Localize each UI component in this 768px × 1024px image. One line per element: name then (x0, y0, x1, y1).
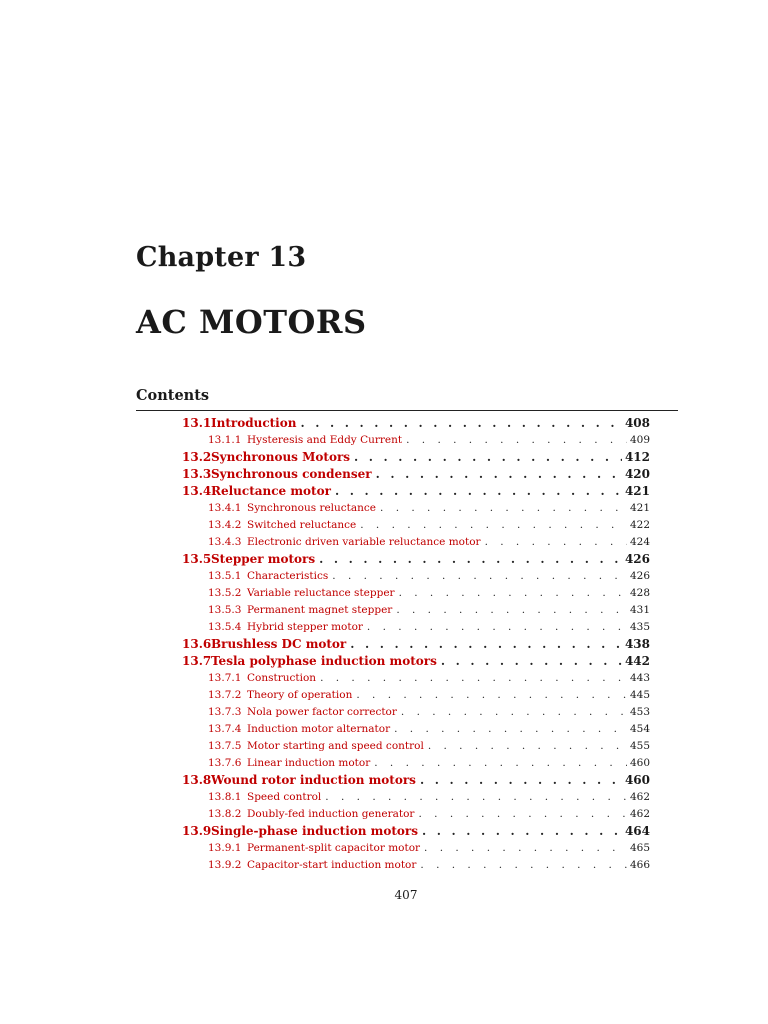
toc-entry-page: 408 (624, 416, 650, 430)
toc-subsection-entry[interactable] (182, 687, 650, 704)
toc-dot-leader (441, 653, 622, 670)
chapter-title: AC MOTORS (136, 303, 367, 341)
toc-entry-title[interactable]: Speed control (247, 791, 322, 803)
toc-subsection-entry[interactable] (182, 789, 650, 806)
contents-heading: Contents (136, 387, 210, 404)
toc-dot-leader (485, 534, 627, 551)
toc-entry-page: 431 (629, 604, 650, 616)
toc-dot-leader (325, 789, 627, 806)
toc-entry-page: 443 (629, 672, 650, 684)
toc-subsection-entry[interactable] (182, 738, 650, 755)
toc-entry-number: 13.6 (182, 637, 212, 651)
toc-dot-leader (422, 823, 622, 840)
toc-subsection-entry[interactable] (182, 704, 650, 721)
toc-dot-leader (376, 466, 622, 483)
toc-section-entry[interactable] (182, 772, 650, 789)
toc-entry-page: 466 (629, 859, 650, 871)
toc-entry-number: 13.4.2 (208, 519, 242, 531)
toc-entry-number: 13.5 (182, 552, 212, 566)
toc-dot-leader (394, 721, 627, 738)
toc-entry-title[interactable]: Motor starting and speed control (247, 740, 424, 752)
toc-entry-title[interactable]: Permanent-split capacitor motor (247, 842, 421, 854)
toc-subsection-entry[interactable] (182, 840, 650, 857)
toc-entry-number: 13.5.1 (208, 570, 242, 582)
toc-dot-leader (360, 517, 627, 534)
toc-dot-leader (380, 500, 627, 517)
toc-entry-number: 13.1 (182, 416, 212, 430)
toc-entry-page: 465 (629, 842, 650, 854)
toc-entry-title[interactable]: Synchronous condenser (211, 467, 372, 481)
toc-entry-number: 13.7.1 (208, 672, 242, 684)
toc-dot-leader (367, 619, 627, 636)
toc-subsection-entry[interactable] (182, 670, 650, 687)
toc-dot-leader (396, 602, 627, 619)
toc-dot-leader (418, 806, 626, 823)
toc-entry-number: 13.9.1 (208, 842, 242, 854)
toc-entry-page: 428 (629, 587, 650, 599)
toc-entry-title[interactable]: Induction motor alternator (247, 723, 391, 735)
toc-entry-number: 13.8.2 (208, 808, 242, 820)
toc-entry-title[interactable]: Capacitor-start induction motor (247, 859, 417, 871)
toc-entry-number: 13.8 (182, 773, 212, 787)
toc-subsection-entry[interactable] (182, 432, 650, 449)
contents-rule (136, 410, 678, 411)
toc-entry-number: 13.7.2 (208, 689, 242, 701)
toc-entry-number: 13.7.6 (208, 757, 242, 769)
toc-dot-leader (356, 687, 627, 704)
toc-subsection-entry[interactable] (182, 568, 650, 585)
toc-dot-leader (335, 483, 622, 500)
toc-entry-page: 409 (629, 434, 650, 446)
toc-dot-leader (424, 840, 627, 857)
toc-subsection-entry[interactable] (182, 585, 650, 602)
toc-entry-number: 13.4.3 (208, 536, 242, 548)
toc-entry-title[interactable]: Wound rotor induction motors (211, 773, 416, 787)
toc-entry-title[interactable]: Synchronous Motors (211, 450, 351, 464)
toc-dot-leader (300, 415, 621, 432)
toc-entry-title[interactable]: Linear induction motor (247, 757, 371, 769)
toc-dot-leader (350, 636, 622, 653)
toc-section-entry[interactable] (182, 551, 650, 568)
toc-entry-page: 426 (624, 552, 650, 566)
toc-entry-page: 424 (629, 536, 650, 548)
toc-subsection-entry[interactable] (182, 721, 650, 738)
toc-entry-title[interactable]: Nola power factor corrector (247, 706, 397, 718)
toc-entry-page: 460 (624, 773, 650, 787)
toc-entry-page: 454 (629, 723, 650, 735)
toc-dot-leader (428, 738, 627, 755)
toc-entry-title[interactable]: Single-phase induction motors (211, 824, 419, 838)
toc-entry-page: 421 (629, 502, 650, 514)
toc-entry-title[interactable]: Synchronous reluctance (247, 502, 377, 514)
toc-dot-leader (374, 755, 627, 772)
page-number: 407 (394, 888, 418, 902)
toc-entry-number: 13.9.2 (208, 859, 242, 871)
toc-entry-title[interactable]: Reluctance motor (211, 484, 331, 498)
toc-section-entry[interactable] (182, 466, 650, 483)
toc-dot-leader (332, 568, 627, 585)
toc-entry-number: 13.8.1 (208, 791, 242, 803)
toc-entry-title[interactable]: Variable reluctance stepper (247, 587, 395, 599)
toc-entry-number: 13.4 (182, 484, 212, 498)
toc-subsection-entry[interactable] (182, 755, 650, 772)
toc-section-entry[interactable] (182, 653, 650, 670)
toc-entry-title[interactable]: Construction (247, 672, 317, 684)
toc-entry-number: 13.9 (182, 824, 212, 838)
toc-entry-number: 13.7.5 (208, 740, 242, 752)
toc-entry-number: 13.4.1 (208, 502, 242, 514)
toc-section-entry[interactable] (182, 415, 650, 432)
toc-entry-page: 421 (624, 484, 650, 498)
toc-entry-number: 13.5.4 (208, 621, 242, 633)
toc-entry-number: 13.1.1 (208, 434, 242, 446)
toc-dot-leader (319, 551, 622, 568)
toc-entry-title[interactable]: Electronic driven variable reluctance motor (247, 536, 481, 548)
toc-entry-page: 420 (624, 467, 650, 481)
toc-entry-title[interactable]: Doubly-fed induction generator (247, 808, 415, 820)
toc-section-entry[interactable] (182, 636, 650, 653)
toc-entry-page: 422 (629, 519, 650, 531)
toc-entry-number: 13.2 (182, 450, 212, 464)
toc-dot-leader (401, 704, 627, 721)
chapter-label: Chapter 13 (136, 242, 307, 273)
toc-dot-leader (420, 772, 622, 789)
toc-entry-number: 13.5.3 (208, 604, 242, 616)
toc-entry-title[interactable]: Permanent magnet stepper (247, 604, 393, 616)
toc-entry-title[interactable]: Characteristics (247, 570, 329, 582)
toc-subsection-entry[interactable] (182, 857, 650, 874)
toc-section-entry[interactable] (182, 823, 650, 840)
toc-entry-page: 455 (629, 740, 650, 752)
toc-dot-leader (406, 432, 627, 449)
toc-entry-page: 462 (629, 791, 650, 803)
toc-dot-leader (399, 585, 627, 602)
toc-entry-title[interactable]: Brushless DC motor (211, 637, 347, 651)
toc-entry-number: 13.5.2 (208, 587, 242, 599)
toc-entry-number: 13.3 (182, 467, 212, 481)
toc-dot-leader (320, 670, 627, 687)
toc-entry-page: 426 (629, 570, 650, 582)
toc-entry-page: 460 (629, 757, 650, 769)
toc-entry-number: 13.7 (182, 654, 212, 668)
toc-entry-title[interactable]: Hysteresis and Eddy Current (247, 434, 403, 446)
toc-subsection-entry[interactable] (182, 517, 650, 534)
toc-entry-title[interactable]: Theory of operation (247, 689, 353, 701)
toc-subsection-entry[interactable] (182, 534, 650, 551)
toc-entry-page: 435 (629, 621, 650, 633)
toc-section-entry[interactable] (182, 449, 650, 466)
toc-entry-page: 438 (624, 637, 650, 651)
toc-entry-page: 412 (624, 450, 650, 464)
toc-subsection-entry[interactable] (182, 619, 650, 636)
toc-subsection-entry[interactable] (182, 806, 650, 823)
toc-entry-page: 453 (629, 706, 650, 718)
toc-entry-number: 13.7.4 (208, 723, 242, 735)
toc-dot-leader (420, 857, 627, 874)
toc-entry-title[interactable]: Tesla polyphase induction motors (211, 654, 437, 668)
toc-dot-leader (354, 449, 622, 466)
toc-entry-title[interactable]: Switched reluctance (247, 519, 357, 531)
toc-entry-page: 445 (629, 689, 650, 701)
toc-subsection-entry[interactable] (182, 500, 650, 517)
toc-entry-title[interactable]: Hybrid stepper motor (247, 621, 363, 633)
toc-section-entry[interactable] (182, 483, 650, 500)
toc-entry-page: 442 (624, 654, 650, 668)
toc-entry-page: 462 (629, 808, 650, 820)
toc-entry-number: 13.7.3 (208, 706, 242, 718)
table-of-contents (182, 415, 650, 874)
toc-entry-title[interactable]: Stepper motors (211, 552, 316, 566)
toc-subsection-entry[interactable] (182, 602, 650, 619)
toc-entry-page: 464 (624, 824, 650, 838)
toc-entry-title[interactable]: Introduction (211, 416, 297, 430)
